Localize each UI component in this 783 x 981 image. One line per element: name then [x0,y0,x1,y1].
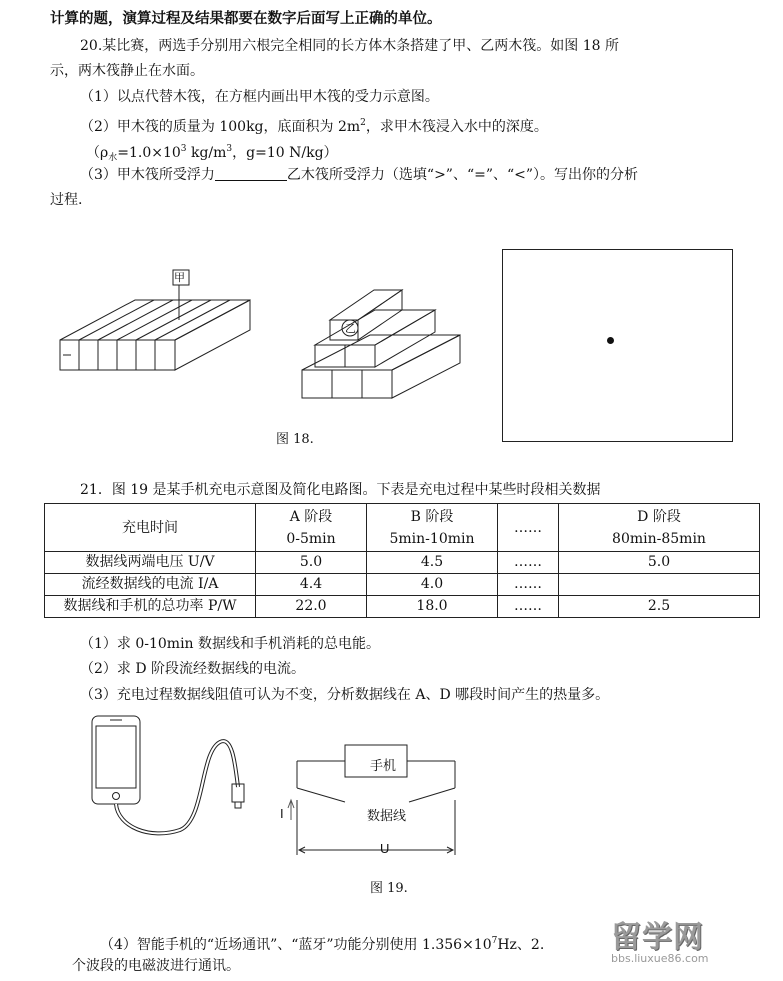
site-watermark [611,912,773,970]
q21-part1: （1）求 0-10min 数据线和手机消耗的总电能。 [80,636,381,652]
cell-d [559,574,760,596]
circuit-cable-label: 数据线 [367,809,407,824]
stage-a-range: 0-5min [286,530,336,547]
cell-b: 4.5 [367,552,498,574]
stage-b-title: B 阶段 [410,508,454,525]
density-unit: kg/m [186,145,227,161]
rho-subscript: 水 [108,153,118,163]
cell-dots: …… [498,574,559,596]
q20-part2 [80,113,548,137]
q21-part3: （3）充电过程数据线阻值可认为不变，分析数据线在 A、D 哪段时间产生的热量多。 [80,687,610,703]
density-exponent: 3 [180,144,187,154]
q20-part2-text-b: ，求甲木筏浸入水中的深度。 [365,119,548,135]
q20-constants [86,139,338,168]
q21-part4-line2: 个波段的电磁波进行通讯。 [72,958,240,974]
q21-part4-line1 [100,931,544,955]
rho-symbol: （ρ [86,145,109,161]
q20-part2-text-a: （2）甲木筏的质量为 100kg，底面积为 2m [80,119,361,135]
cell-a: 5.0 [256,552,367,574]
cell-d: 5.0 [559,552,760,574]
circuit-current-label: I [280,806,284,821]
q20-part1: （1）以点代替木筏，在方框内画出甲木筏的受力示意图。 [80,89,439,105]
header-stage-d [559,504,760,552]
q21-part2: （2）求 D 阶段流经数据线的电流。 [80,661,306,677]
stage-b-range: 5min-10min [389,530,475,547]
circuit-phone-label: 手机 [370,759,397,774]
header-stage-b [367,504,498,552]
raft-yi-label: 乙 [345,322,356,335]
q21-text-line1: 21．图 19 是某手机充电示意图及简化电路图。下表是充电过程中某些时段相关数据 [80,482,601,498]
table-header-row [45,504,760,552]
circuit-voltage-label: U [380,841,390,856]
q21-part4-text-b: Hz、2. [497,937,545,953]
watermark-url: bbs.liuxue86.com [611,952,709,965]
density-unit-exponent: 3 [226,144,233,154]
watermark-logo-text: 留学网 [611,920,704,955]
stage-a-title: A 阶段 [289,508,333,525]
q21-part4-text-a: （4）智能手机的“近场通讯”、“蓝牙”功能分别使用 1.356×10 [100,937,492,953]
q20-text-line2: 示，两木筏静止在水面。 [50,63,204,79]
raft-yi-drawing [300,280,470,405]
raft-jia-drawing [55,265,260,380]
instructions-heading: 计算的题，演算过程及结果都要在数字后面写上正确的单位。 [50,11,442,27]
header-dots: …… [498,504,559,552]
density-value: =1.0×10 [117,145,181,161]
answer-drawing-box[interactable] [502,249,733,442]
raft-jia-label: 甲 [174,271,185,284]
cell-b: 4.0 [367,574,498,596]
cell-dots: …… [498,596,559,618]
charging-data-table [44,503,760,618]
cell-d: 2.5 [559,596,760,618]
q20-part3 [80,165,638,185]
cell-a: 22.0 [256,596,367,618]
header-time-label: 充电时间 [45,504,256,552]
stage-d-range: 80min-85min [612,530,706,547]
table-row-power [45,596,760,618]
q20-text-line1: 20.某比赛，两选手分别用六根完全相同的长方体木条搭建了甲、乙两木筏。如图 18 所 [80,38,619,54]
phone-charging-drawing [90,712,265,847]
stage-d-title: D 阶段 [637,508,681,525]
table-row-voltage [45,552,760,574]
gravity-constant: ，g=10 N/kg） [232,145,338,161]
frequency-exponent: 7 [491,936,498,946]
q20-part3-text-b: 乙木筏所受浮力（选填“>”、“=”、“<”）。写出你的分析 [286,167,639,183]
header-stage-a [256,504,367,552]
figure-19-caption: 图 19. [370,881,408,896]
table-row-current [45,574,760,596]
raft-point-dot [607,337,614,344]
row-label: 流经数据线的电流 I/A [45,574,256,596]
row-label: 数据线和手机的总功率 P/W [45,596,256,618]
q20-part3-text-a: （3）甲木筏所受浮力 [80,167,215,183]
answer-blank[interactable] [215,166,287,181]
cell-a: 4.4 [256,574,367,596]
cell-b: 18.0 [367,596,498,618]
row-label: 数据线两端电压 U/V [45,552,256,574]
q20-part2-sup: 2 [360,118,366,128]
q20-part3-line2: 过程. [50,192,83,208]
figure-18-caption: 图 18. [276,432,314,447]
cell-dots: …… [498,552,559,574]
